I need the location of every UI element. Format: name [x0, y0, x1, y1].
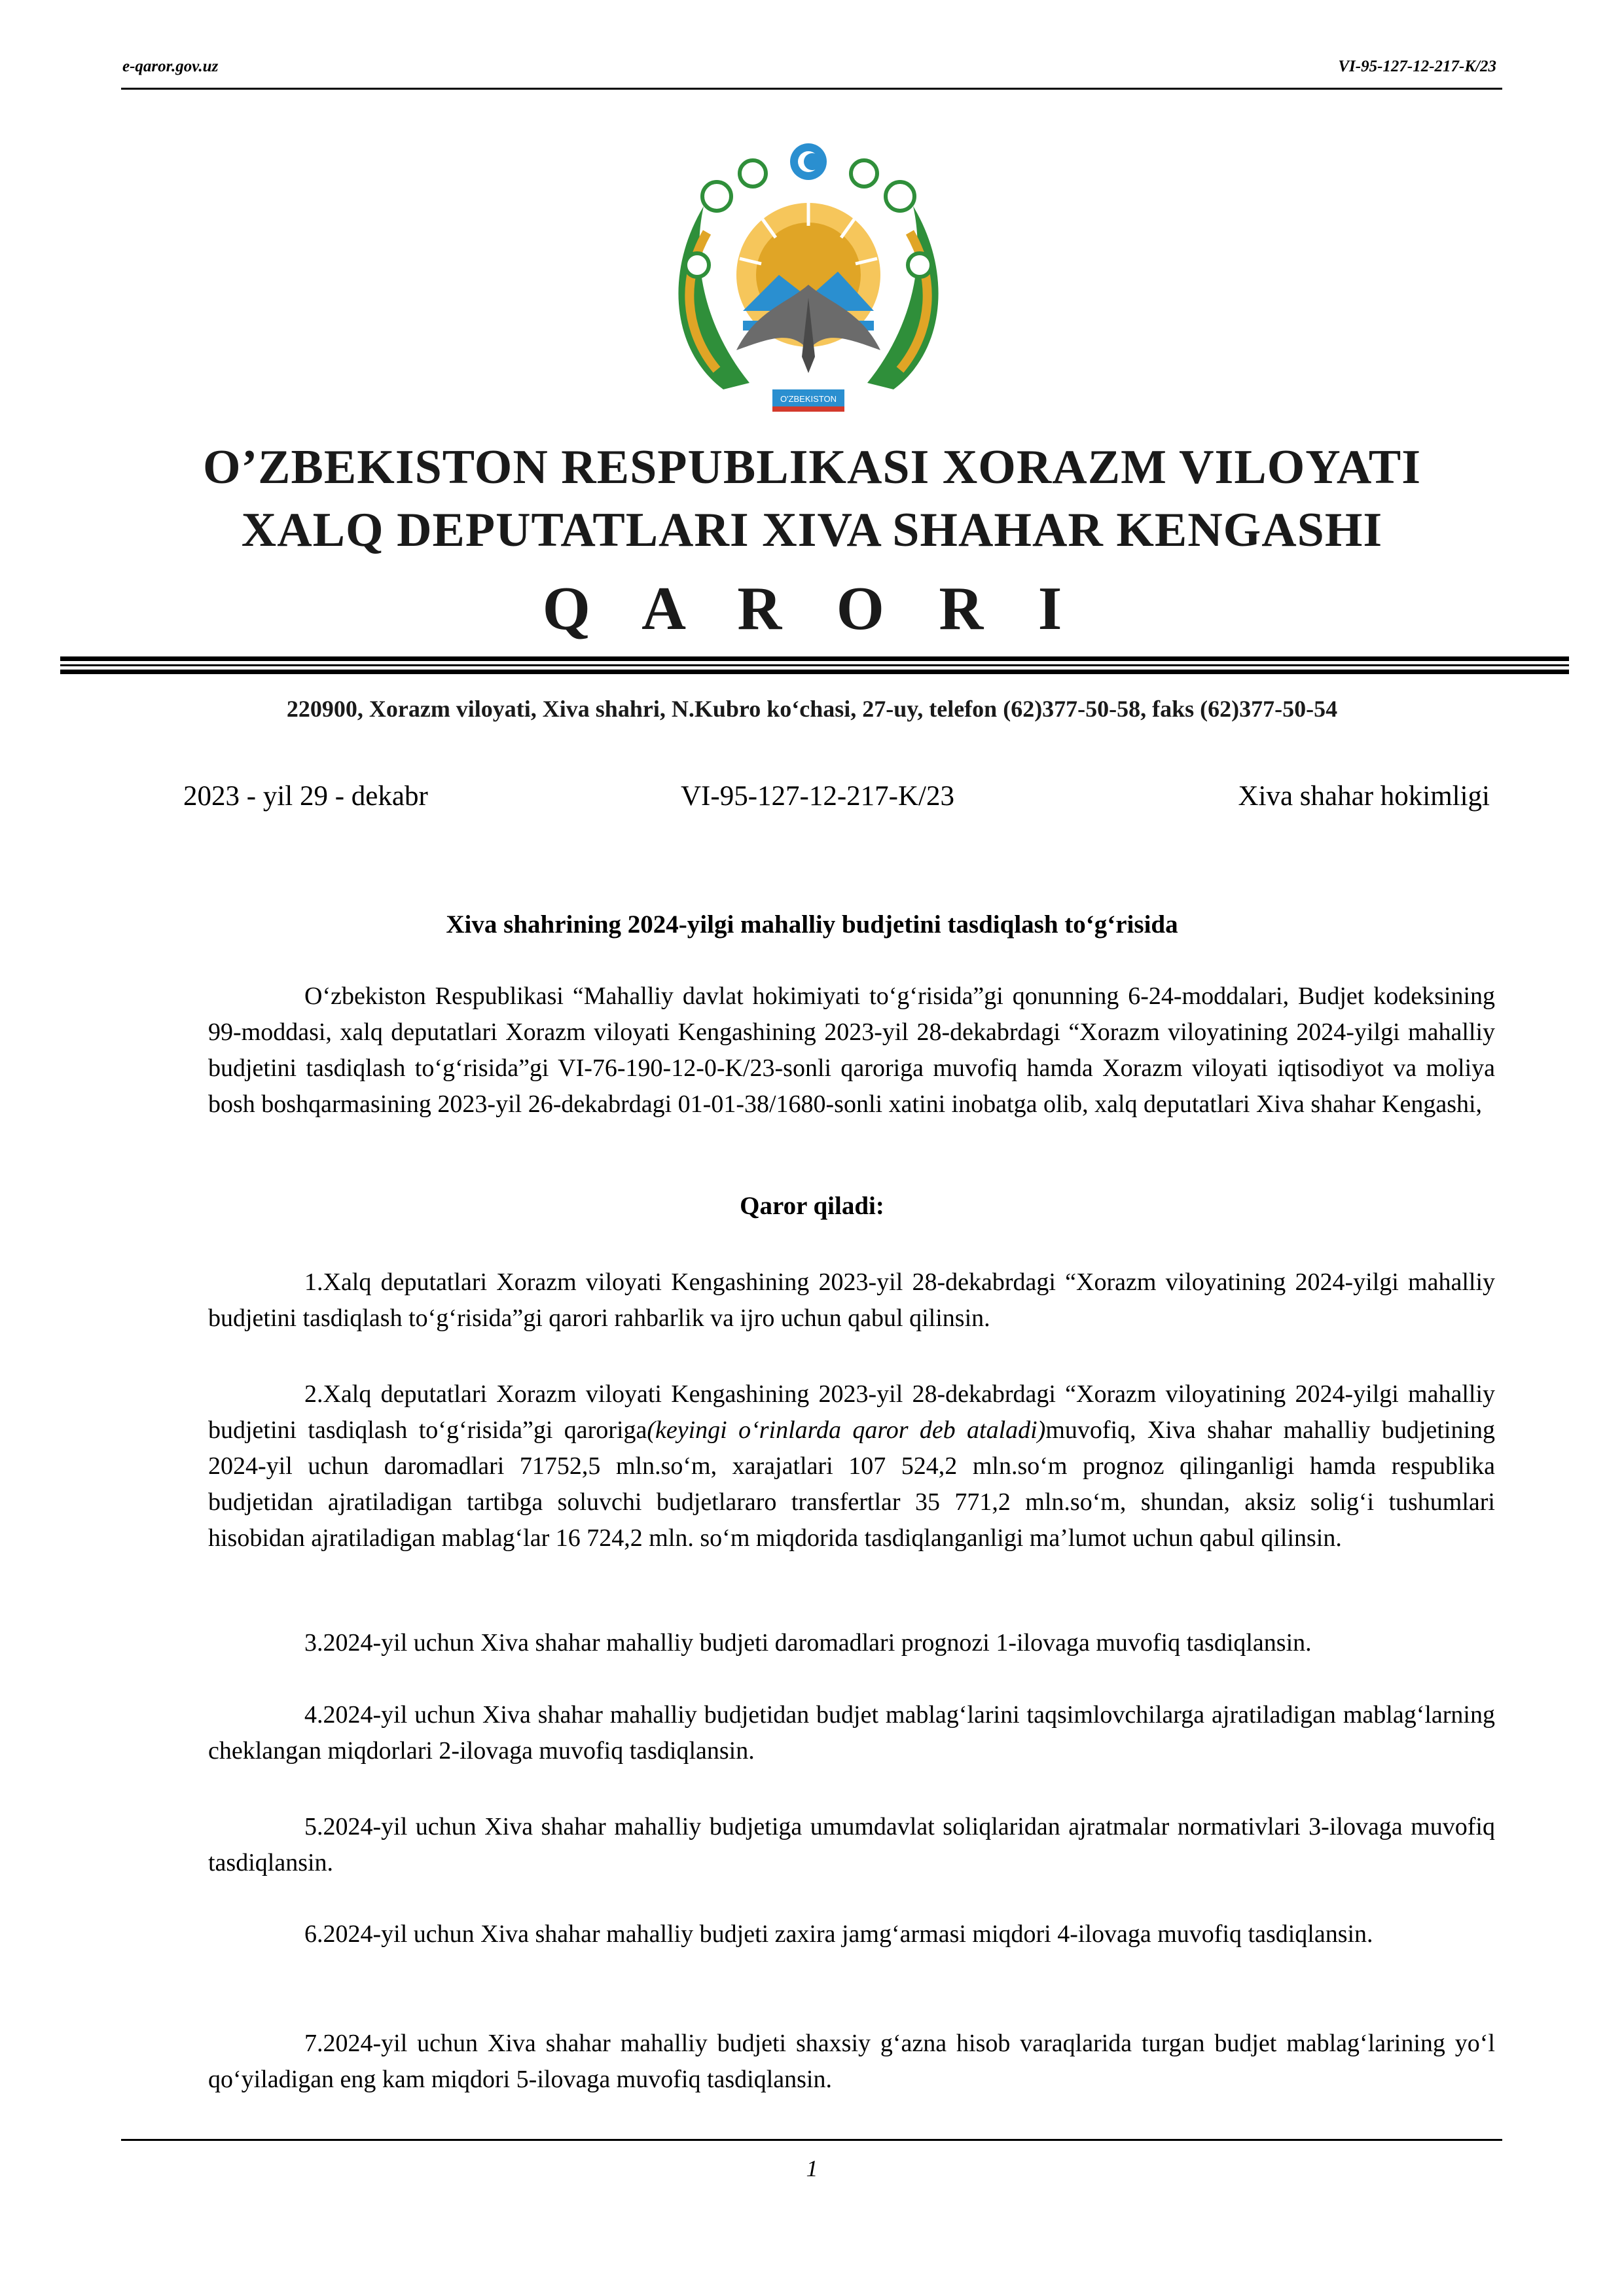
- clause-1: 1.Xalq deputatlari Xorazm viloyati Kengashining 2023-yil 28-dekabrdagi “Xorazm viloyatining 2024-yilgi mahalliy budjetini tasdiqlash to‘g‘risida”gi qarori rahbarlik va ijro uchun qabul qilinsin.: [208, 1268, 1495, 1332]
- clause-2-text-b: muvofiq, Xiva shahar mahalliy budjetining 2024-yil uchun daromadlari 71752,5 mln.so‘m, xarajatlari 107 524,2 mln.so‘m prognoz qilinganligi hamda respublika budjetidan ajratiladigan tartibga soluvchi budjetlararo transfertlar 35 771,2 mln.so‘m, shundan, aksiz solig‘i tushumlari hisobidan ajratiladigan mablag‘lar 16 724,2 mln. so‘m miqdorida tasdiqlanganligi ma’lumot uchun qabul qilinsin.: [208, 1416, 1496, 1552]
- document-number: VI-95-127-12-217-K/23: [681, 781, 954, 812]
- letterhead-rule-bottom: [60, 670, 1569, 674]
- decision-heading: Qaror qiladi:: [740, 1192, 884, 1220]
- document-date: 2023 - yil 29 - dekabr: [183, 781, 428, 812]
- letterhead-rule-middle: [60, 664, 1569, 666]
- running-header-doc-code: VI-95-127-12-217-K/23: [1338, 58, 1496, 75]
- clause-4: 4.2024-yil uchun Xiva shahar mahalliy budjetidan budjet mablag‘larini taqsimlovchilarga ajratiladigan mablag‘larning cheklangan miqdorlari 2-ilovaga muvofiq tasdiqlansin.: [208, 1701, 1495, 1765]
- clause-2-text-a: 2.Xalq deputatlari Xorazm viloyati Kengashining 2023-yil 28-dekabrdagi “Xorazm viloyatining 2024-yilgi mahalliy budjetini tasdiqlash to‘g‘risida”gi qaroriga: [208, 1380, 1495, 1444]
- footer-divider: [121, 2139, 1502, 2141]
- emblem-ribbon-text: O'ZBEKISTON: [780, 394, 837, 404]
- clause-3: 3.2024-yil uchun Xiva shahar mahalliy budjeti daromadlari prognozi 1-ilovaga muvofiq tasdiqlansin.: [304, 1629, 1312, 1657]
- clause-6: 6.2024-yil uchun Xiva shahar mahalliy budjeti zaxira jamg‘armasi miqdori 4-ilovaga muvofiq tasdiqlansin.: [304, 1920, 1373, 1948]
- letterhead-line-2: XALQ DEPUTATLARI XIVA SHAHAR KENGASHI: [241, 503, 1383, 557]
- clause-2: [208, 1376, 1495, 1556]
- document-title: Xiva shahrining 2024-yilgi mahalliy budjetini tasdiqlash to‘g‘risida: [446, 910, 1178, 939]
- letterhead-rule-top: [60, 656, 1569, 661]
- document-addressee: Xiva shahar hokimligi: [1238, 781, 1490, 812]
- header-divider: [121, 88, 1502, 90]
- running-header-site: e-qaror.gov.uz: [122, 58, 219, 75]
- clause-7: 7.2024-yil uchun Xiva shahar mahalliy budjeti shaxsiy g‘azna hisob varaqlarida turgan budjet mablag‘larining yo‘l qo‘yiladigan eng kam miqdori 5-ilovaga muvofiq tasdiqlansin.: [208, 2030, 1495, 2093]
- page-number: 1: [806, 2155, 818, 2181]
- letterhead-title: Q A R O R I: [542, 575, 1082, 643]
- clause-5: 5.2024-yil uchun Xiva shahar mahalliy budjetiga umumdavlat soliqlaridan ajratmalar normativlari 3-ilovaga muvofiq tasdiqlansin.: [208, 1813, 1495, 1876]
- letterhead-line-1: O’ZBEKISTON RESPUBLIKASI XORAZM VILOYATI: [202, 440, 1422, 494]
- clause-2-italic-note: (keyingi o‘rinlarda qaror deb ataladi): [647, 1416, 1046, 1444]
- state-emblem-icon: [645, 134, 972, 442]
- letterhead-address: 220900, Xorazm viloyati, Xiva shahri, N.Kubro ko‘chasi, 27-uy, telefon (62)377-50-58, faks (62)377-50-54: [286, 696, 1338, 722]
- intro-paragraph: O‘zbekiston Respublikasi “Mahalliy davlat hokimiyati to‘g‘risida”gi qonunning 6-24-moddalari, Budjet kodeksining 99-moddasi, xalq deputatlari Xorazm viloyati Kengashining 2023-yil 28-dekabrdagi “Xorazm viloyatining 2024-yilgi mahalliy budjetini tasdiqlash to‘g‘risida”gi VI-76-190-12-0-K/23-sonli qaroriga muvofiq hamda Xorazm viloyati iqtisodiyot va moliya bosh boshqarmasining 2023-yil 26-dekabrdagi 01-01-38/1680-sonli xatini inobatga olib, xalq deputatlari Xiva shahar Kengashi,: [208, 982, 1495, 1118]
